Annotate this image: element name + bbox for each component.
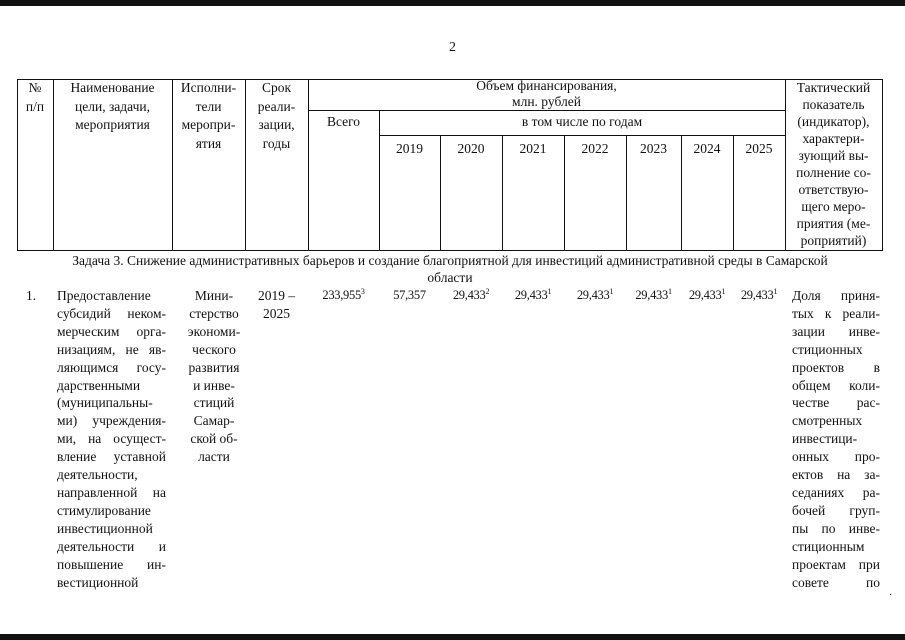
row-year-value: 57,357 [393, 288, 426, 302]
header-indicator: Тактический показатель (индикатор), характери- зующий вы- полнение со- ответствую- щего меро- приятия (ме- роприятий) [796, 80, 871, 248]
row-indicator: Доля приня- тых к реали- зации инве- стиционных проектов в общем коли- честве рас- смотренных инвестици- онных про- ектов на за- седаниях ра- бочей груп- пы по инве- стиционным проектам при совете по [792, 288, 880, 590]
header-num: № п/п [25, 80, 45, 114]
row-year-value: 29,433$^1$ [635, 286, 672, 302]
col-rule [882, 79, 883, 251]
row-name: Предоставление субсидий неком- мерческим орга- низациям, не яв- ляющимся госу- дарственными (муниципальны- ми) учреждения- ми, на осущест- вление уставной деятельности, направленной на стимулирование инвестиционной деятельности и повышение ин- вестиционной [57, 288, 166, 590]
page-number: 2 [449, 40, 456, 55]
header-by-years: в том числе по годам [521, 114, 643, 129]
row-year-value: 29,433$^1$ [688, 286, 726, 302]
scan-speck: · [889, 590, 893, 601]
row-year-value: 29,433$^1$ [514, 286, 552, 302]
header-year: 2025 [745, 141, 773, 156]
header-year: 2021 [519, 141, 547, 156]
row-number: 1. [26, 288, 37, 303]
header-year: 2022 [581, 141, 609, 156]
header-executors: Исполни- тели меропри- ятия [180, 80, 237, 151]
row-year-value: 29,433$^1$ [576, 286, 614, 302]
header-bottom-rule [17, 250, 883, 251]
header-year: 2019 [396, 141, 423, 156]
task-title: Задача 3. Снижение административных барьеров и создание благоприятной для инвестиций административной среды в Самарской области [72, 253, 828, 285]
row-year-value: 29,433$^2$ [452, 286, 490, 302]
top-border [0, 0, 905, 6]
header-term: Срок реали- зации, годы [257, 80, 296, 151]
header-year: 2020 [457, 141, 485, 156]
header-name: Наименование цели, задачи, мероприятия [70, 80, 155, 132]
header-year: 2024 [693, 141, 721, 156]
row-executors: Мини- стерство экономи- ческого развития и инве- стиций Самар- ской об- ласти [187, 288, 241, 465]
header-total: Всего [326, 114, 361, 129]
header-year: 2023 [640, 141, 667, 156]
bottom-border [0, 634, 905, 640]
row-year-value: 29,433$^1$ [740, 286, 778, 302]
table-header [17, 79, 883, 251]
header-funding: Объем финансирования, млн. рублей [476, 78, 617, 109]
row-term: 2019 – 2025 [257, 288, 296, 321]
row-total: 233,955$^3$ [322, 286, 365, 302]
